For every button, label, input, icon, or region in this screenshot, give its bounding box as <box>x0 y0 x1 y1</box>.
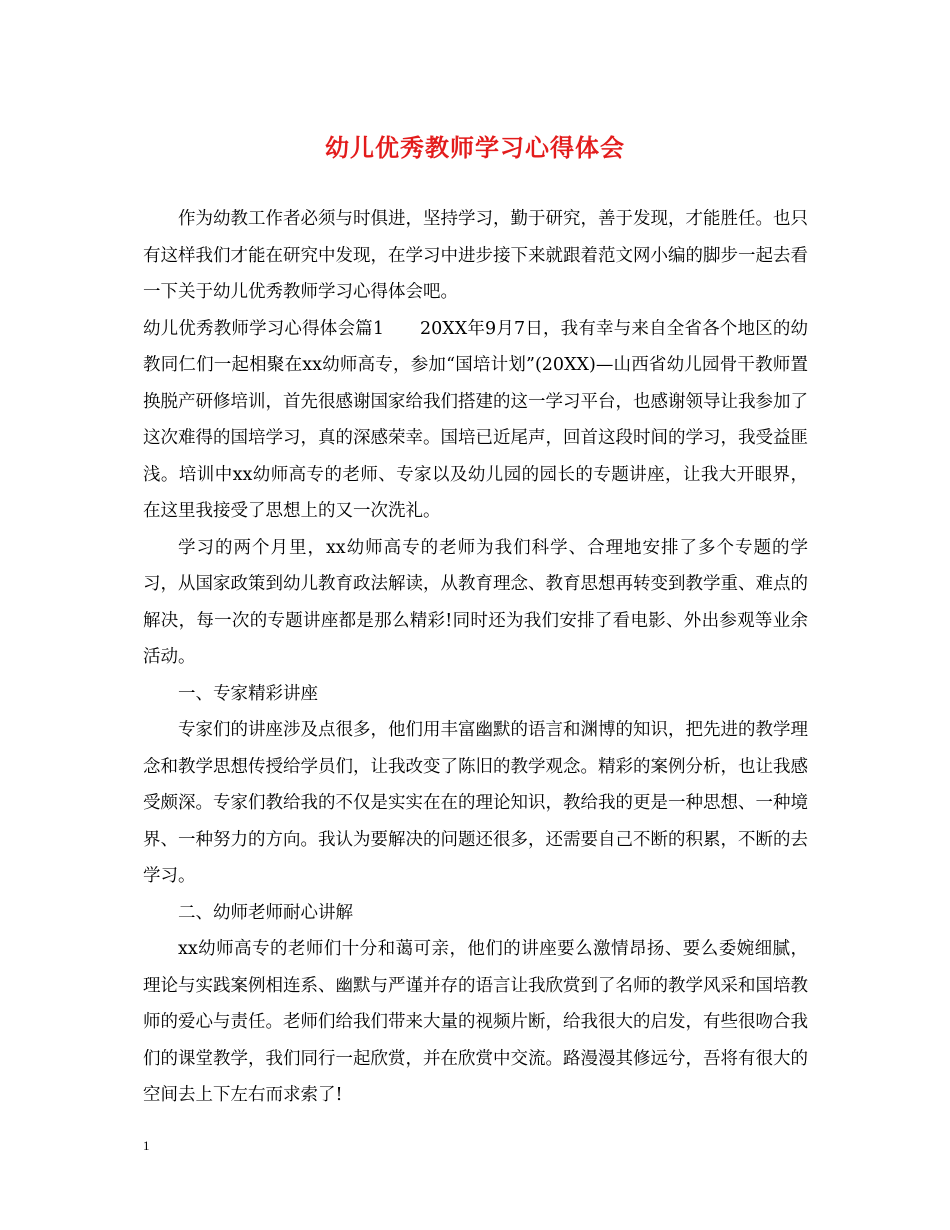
document-title: 幼儿优秀教师学习心得体会 <box>325 134 625 162</box>
paragraph-3: 专家们的讲座涉及点很多，他们用丰富幽默的语言和渊博的知识，把先进的教学理念和教学思想传授给学员们，让我改变了陈旧的教学观念。精彩的案例分析，也让我感受颇深。专家们教给我的不仅是实实在在的理论知识，教给我的更是一种思想、一种境界、一种努力的方向。我认为要解决的问题还很多，还需要自己不断的积累，不断的去学习。 <box>143 720 808 886</box>
page-number: 1 <box>143 1138 150 1153</box>
paragraph-2: 学习的两个月里，xx幼师高专的老师为我们科学、合理地安排了多个专题的学习，从国家政策到幼儿教育政法解读，从教育理念、教育思想再转变到教学重、难点的解决，每一次的专题讲座都是那么精彩!同时还为我们安排了看电影、外出参观等业余活动。 <box>143 537 808 667</box>
intro-paragraph: 作为幼教工作者必须与时俱进，坚持学习，勤于研究，善于发现，才能胜任。也只有这样我们才能在研究中发现，在学习中进步接下来就跟着范文网小编的脚步一起去看一下关于幼儿优秀教师学习心得体会吧。 <box>143 209 808 302</box>
section-paragraph-1 <box>143 311 808 530</box>
paragraph-1-text: 20XX年9月7日，我有幸与来自全省各个地区的幼教同仁们一起相聚在xx幼师高专，参加“国培计划”(20XX)—山西省幼儿园骨干教师置换脱产研修培训，首先很感谢国家给我们搭建的这一学习平台，也感谢领导让我参加了这次难得的国培学习，真的深感荣幸。国培已近尾声，回首这段时间的学习，我受益匪浅。培训中xx幼师高专的老师、专家以及幼儿园的园长的专题讲座，让我大开眼界，在这里我接受了思想上的又一次洗礼。 <box>143 318 809 521</box>
document-body <box>143 201 808 1114</box>
heading-teachers: 二、幼师老师耐心讲解 <box>178 902 353 923</box>
section-label: 幼儿优秀教师学习心得体会篇1 <box>143 318 384 339</box>
paragraph-4: xx幼师高专的老师们十分和蔼可亲，他们的讲座要么激情昂扬、要么委婉细腻，理论与实践案例相连系、幽默与严谨并存的语言让我欣赏到了名师的教学风采和国培教师的爱心与责任。老师们给我们带来大量的视频片断，给我很大的启发，有些很吻合我们的课堂教学，我们同行一起欣赏，并在欣赏中交流。路漫漫其修远兮，吾将有很大的空间去上下左右而求索了! <box>143 939 808 1105</box>
heading-experts: 一、专家精彩讲座 <box>178 683 318 704</box>
